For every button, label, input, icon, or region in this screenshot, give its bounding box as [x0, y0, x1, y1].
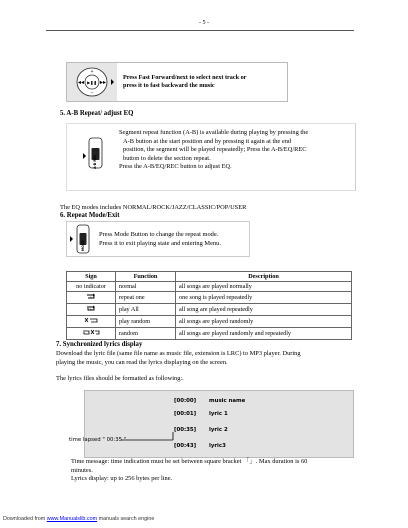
lyric-text-2: lyric 1	[209, 411, 228, 417]
col-header-function: Function	[116, 272, 176, 282]
fast-forward-text	[123, 74, 283, 90]
random-repeat-icon	[82, 328, 100, 336]
download-footer	[3, 516, 154, 522]
repeat-all-icon	[85, 304, 97, 312]
note-line-2: minutes.	[71, 466, 93, 474]
sign-cell	[67, 328, 116, 340]
footer-suffix: manuals search engine	[97, 516, 155, 522]
mode-switch-icon	[67, 223, 95, 255]
lyric-text-4: lyric3	[209, 443, 226, 449]
table-row	[67, 282, 352, 292]
note-line-3: Lyrics display: up to 256 bytes per line.	[71, 475, 173, 483]
sign-cell: no indicator	[67, 282, 116, 292]
description-cell: all songs are played randomly	[176, 316, 352, 328]
nav-dial-icon	[67, 63, 117, 101]
description-cell: one song is played repeatedly	[176, 292, 352, 304]
function-cell: play random	[116, 316, 176, 328]
table-row	[67, 316, 352, 328]
sign-cell	[67, 304, 116, 316]
lyric-time-4: [00:43]	[174, 443, 197, 449]
note-line-1: Time message: time indication must be set between square bracket 「」. Max duration is 60	[71, 458, 308, 465]
svg-text:▶▶: ▶▶	[99, 79, 107, 85]
description-cell: all songs are played normally	[176, 282, 352, 292]
time-lapsed-arrow	[117, 429, 179, 443]
function-cell: repeat one	[116, 292, 176, 304]
ab-rec-switch-icon	[79, 136, 109, 174]
lyric-text-1: music name	[209, 398, 246, 404]
lyrics-example-box	[69, 390, 354, 458]
function-cell: random	[116, 328, 176, 340]
notes-block	[71, 458, 307, 484]
fast-forward-box	[66, 62, 288, 102]
page-number: - 5 -	[199, 20, 209, 26]
ab-repeat-text	[119, 129, 351, 172]
sign-cell	[67, 316, 116, 328]
lyrics-format-note: The lyrics files should be formatted as following:.	[56, 375, 184, 382]
repeat-mode-table	[66, 271, 352, 340]
repeat-one-icon	[85, 292, 97, 300]
nav-dial-panel	[67, 63, 117, 101]
table-row	[67, 328, 352, 340]
ab-line-3: position, the segment will be played repeatedly; Press the A-B/EQ/REC	[123, 146, 307, 154]
function-cell: play All	[116, 304, 176, 316]
svg-text:▶❚❚: ▶❚❚	[87, 79, 97, 85]
ab-line-4: button to delete the section repeat.	[123, 154, 211, 162]
section-5-heading: 5. A-B Repeat/ adjust EQ	[60, 110, 134, 117]
svg-text:A: A	[89, 307, 92, 312]
lyric-time-3: [00:35]	[174, 427, 197, 433]
ff-line-1: Press Fast Forward/next to select next track or	[123, 74, 247, 81]
footer-prefix: Downloaded from	[3, 516, 47, 522]
col-header-sign: Sign	[67, 272, 116, 282]
lyric-time-2: [00:01]	[174, 411, 197, 417]
ab-line-5: Press the A-B/EQ/REC button to adjust EQ.	[119, 163, 232, 171]
svg-text:+: +	[90, 68, 94, 74]
ab-line-2: A-B button at the start position and by pressing it again at the end	[123, 137, 292, 145]
lyrics-intro-line-2: playing the music, you can read the lyrics displaying on the screen.	[56, 358, 228, 366]
ab-repeat-box	[66, 123, 356, 191]
repeat-mode-box	[66, 221, 250, 257]
ff-line-2: press it to fast backward the music	[123, 82, 215, 89]
mode-switch-label: MODE	[81, 240, 85, 251]
play-random-icon	[84, 316, 98, 324]
mode-line-2: Press it to exit playing state and entering Menu.	[99, 239, 221, 247]
col-header-description: Description	[176, 272, 352, 282]
lyrics-intro	[56, 350, 301, 367]
footer-link[interactable]: www.Manualslib.com	[46, 516, 98, 522]
ab-rec-switch-label: A-B REC	[93, 154, 97, 169]
svg-text:−: −	[90, 90, 94, 95]
svg-text:1: 1	[90, 295, 92, 300]
lyric-time-1: [00:00]	[174, 398, 197, 404]
ab-line-1: Segment repeat function (A-B) is available during playing by pressing the	[119, 129, 309, 136]
table-row	[67, 304, 352, 316]
time-lapsed-label: time lapsed " 00:35 "	[69, 437, 127, 443]
sign-cell	[67, 292, 116, 304]
eq-modes-text: The EQ modes includes NORMAL/ROCK/JAZZ/CLASSIC/POP/USER	[60, 204, 247, 211]
svg-text:◀◀: ◀◀	[77, 79, 85, 85]
table-header-row	[67, 272, 352, 282]
header-divider	[46, 30, 354, 31]
lyric-text-3: lyric 2	[209, 427, 228, 433]
section-6-heading: 6. Repeat Mode/Exit	[60, 212, 120, 219]
description-cell: all song are played repeatedly	[176, 304, 352, 316]
function-cell: normal	[116, 282, 176, 292]
section-7-heading: 7. Synchronized lyrics display	[56, 341, 143, 348]
description-cell: all songs are played randomly and repeatedly	[176, 328, 352, 340]
lyrics-intro-line-1: Download the lyric file (same file name as music file, extension is LRC) to MP3 player. During	[56, 350, 301, 357]
mode-line-1: Press Mode Button to change the repeat mode.	[99, 231, 219, 238]
repeat-mode-text	[99, 231, 249, 248]
table-row	[67, 292, 352, 304]
